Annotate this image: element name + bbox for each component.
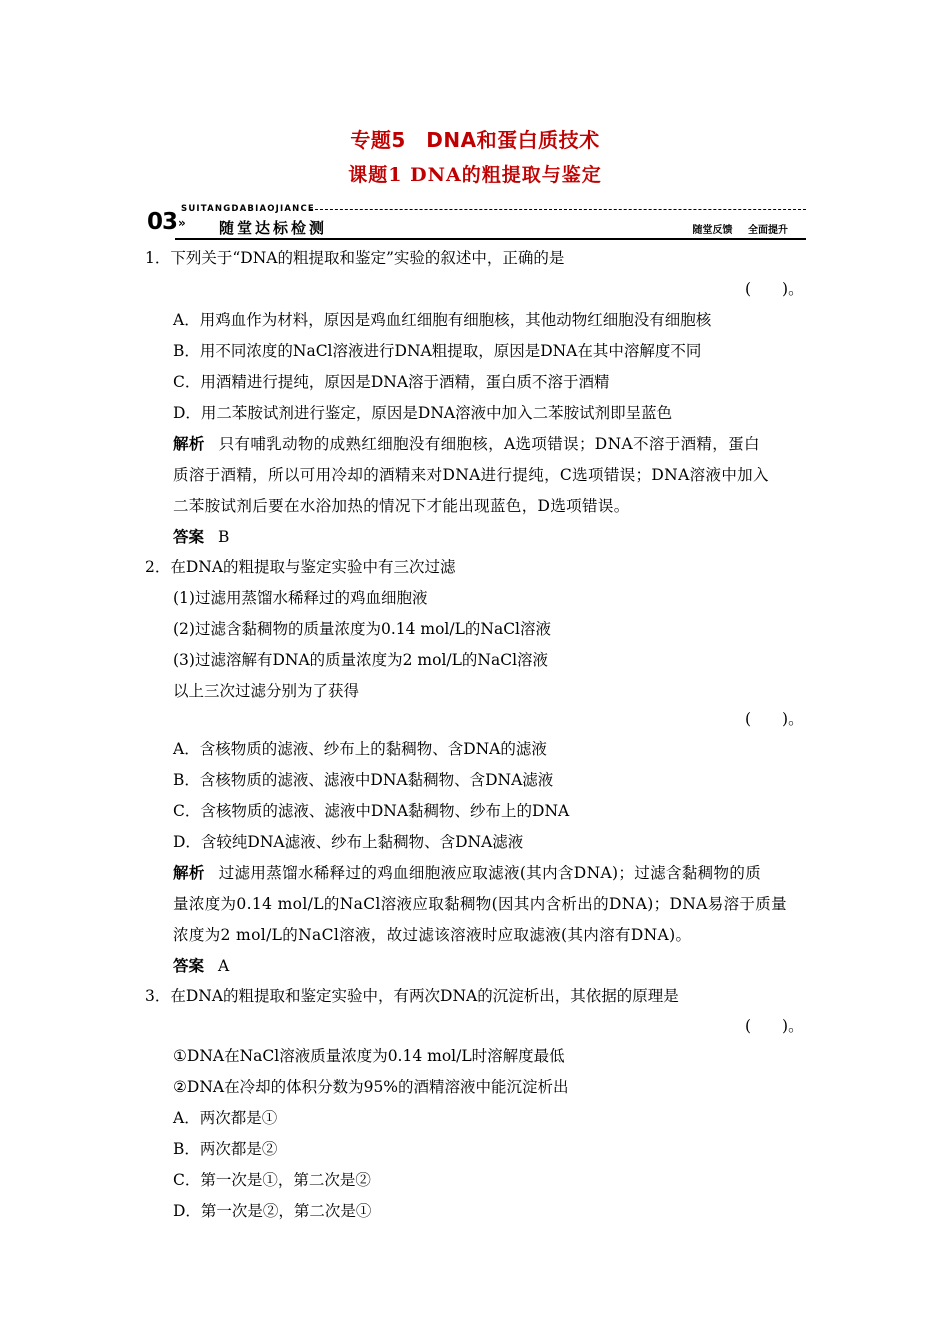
question-1-analysis-line-2: 质溶于酒精，所以可用冷却的酒精来对DNA进行提纯，C选项错误；DNA溶液中加入 bbox=[173, 466, 769, 484]
question-2-item-1: (1)过滤用蒸馏水稀释过的鸡血细胞液 bbox=[173, 589, 428, 607]
question-2-analysis-line-2: 量浓度为0.14 mol/L的NaCl溶液应取黏稠物(因其内含析出的DNA)；DNA易溶于质量 bbox=[173, 895, 787, 913]
banner-dashed-rule bbox=[310, 209, 806, 210]
question-3-option-b: B．两次都是② bbox=[173, 1140, 278, 1158]
question-1-stem: 1．下列关于“DNA的粗提取和鉴定”实验的叙述中，正确的是 bbox=[145, 249, 565, 267]
question-3-answer-blank: ( )。 bbox=[745, 1017, 804, 1035]
answer-value: A bbox=[218, 957, 230, 975]
question-1-option-b: B．用不同浓度的NaCl溶液进行DNA粗提取，原因是DNA在其中溶解度不同 bbox=[173, 342, 702, 360]
question-1-option-c: C．用酒精进行提纯，原因是DNA溶于酒精，蛋白质不溶于酒精 bbox=[173, 373, 610, 391]
question-2-analysis-line-3: 浓度为2 mol/L的NaCl溶液，故过滤该溶液时应取滤液(其内溶有DNA)。 bbox=[173, 926, 692, 944]
question-2-option-c: C．含核物质的滤液、滤液中DNA黏稠物、纱布上的DNA bbox=[173, 802, 570, 820]
answer-label: 答案 bbox=[173, 957, 205, 975]
question-2-analysis-line-1 bbox=[173, 863, 806, 883]
page-subtitle: 课题1 DNA的粗提取与鉴定 bbox=[348, 164, 602, 186]
question-2-item-2: (2)过滤含黏稠物的质量浓度为0.14 mol/L的NaCl溶液 bbox=[173, 620, 552, 638]
banner-pinyin: SUITANGDABIAOJIANCE bbox=[181, 204, 315, 214]
question-2-prompt: 以上三次过滤分别为了获得 bbox=[173, 682, 360, 700]
banner-rule bbox=[175, 238, 806, 240]
question-2-option-b: B．含核物质的滤液、滤液中DNA黏稠物、含DNA滤液 bbox=[173, 771, 554, 789]
question-3-stem: 3．在DNA的粗提取和鉴定实验中，有两次DNA的沉淀析出，其依据的原理是 bbox=[145, 987, 679, 1005]
question-1-analysis-line-1 bbox=[173, 434, 806, 454]
analysis-label: 解析 bbox=[173, 435, 205, 453]
question-2-answer-blank: ( )。 bbox=[745, 710, 804, 728]
banner-number: 03 bbox=[147, 209, 178, 235]
banner-tag-improve: 全面提升 bbox=[748, 225, 788, 236]
answer-value: B bbox=[218, 528, 230, 546]
banner-heading: 随堂达标检测 bbox=[219, 219, 328, 237]
question-1-analysis-line-3: 二苯胺试剂后要在水浴加热的情况下才能出现蓝色，D选项错误。 bbox=[173, 497, 630, 515]
banner-tags bbox=[681, 221, 788, 236]
banner-tag-feedback: 随堂反馈 bbox=[692, 225, 733, 236]
question-1-answer-blank: ( )。 bbox=[745, 280, 804, 298]
section-banner bbox=[145, 200, 806, 240]
question-2-answer bbox=[173, 956, 229, 976]
question-3-option-a: A．两次都是① bbox=[173, 1109, 278, 1127]
question-1-option-a: A．用鸡血作为材料，原因是鸡血红细胞有细胞核，其他动物红细胞没有细胞核 bbox=[173, 311, 712, 329]
page-title: 专题5 DNA和蛋白质技术 bbox=[350, 128, 600, 152]
analysis-text: 只有哺乳动物的成熟红细胞没有细胞核，A选项错误；DNA不溶于酒精，蛋白 bbox=[218, 435, 760, 453]
question-3-item-2: ②DNA在冷却的体积分数为95%的酒精溶液中能沉淀析出 bbox=[173, 1078, 569, 1096]
double-chevron-icon: » bbox=[178, 216, 186, 230]
question-2-stem: 2．在DNA的粗提取与鉴定实验中有三次过滤 bbox=[145, 558, 456, 576]
analysis-text: 过滤用蒸馏水稀释过的鸡血细胞液应取滤液(其内含DNA)；过滤含黏稠物的质 bbox=[218, 864, 762, 882]
question-2-option-d: D．含较纯DNA滤液、纱布上黏稠物、含DNA滤液 bbox=[173, 833, 524, 851]
question-2-option-a: A．含核物质的滤液、纱布上的黏稠物、含DNA的滤液 bbox=[173, 740, 547, 758]
question-3-item-1: ①DNA在NaCl溶液质量浓度为0.14 mol/L时溶解度最低 bbox=[173, 1047, 565, 1065]
question-3-option-d: D．第一次是②，第二次是① bbox=[173, 1202, 372, 1220]
question-2-item-3: (3)过滤溶解有DNA的质量浓度为2 mol/L的NaCl溶液 bbox=[173, 651, 549, 669]
question-3-option-c: C．第一次是①，第二次是② bbox=[173, 1171, 371, 1189]
analysis-label: 解析 bbox=[173, 864, 205, 882]
question-1-option-d: D．用二苯胺试剂进行鉴定，原因是DNA溶液中加入二苯胺试剂即呈蓝色 bbox=[173, 404, 673, 422]
answer-label: 答案 bbox=[173, 528, 205, 546]
question-1-answer bbox=[173, 527, 229, 547]
